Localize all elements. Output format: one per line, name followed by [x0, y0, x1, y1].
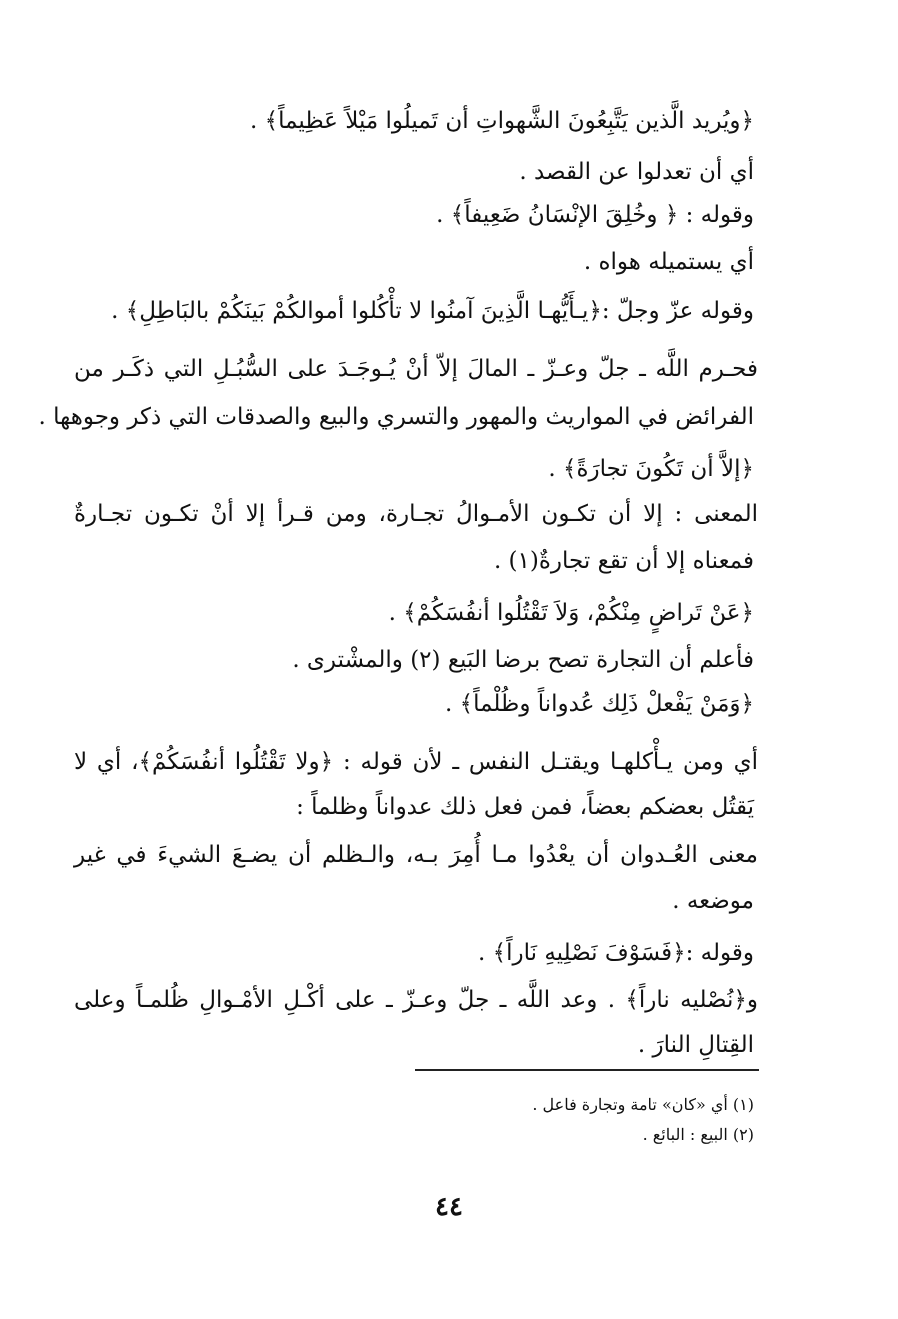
text-line-15: يَقتُل بعضكم بعضاً، فمن فعل ذلك عدواناً وظلماً :: [296, 794, 754, 820]
text-line-4: أي يستميله هواه .: [583, 249, 754, 275]
text-line-6: فحـرم اللَّه ـ جلّ وعـزّ ـ المالَ إلاّ أنْ يُـوجَـدَ على السُّبُـلِ التي ذكَـر من: [74, 356, 758, 382]
text-line-2: أي أن تعدلوا عن القصد .: [519, 159, 754, 185]
text-line-13: ﴿وَمَنْ يَفْعلْ ذَلِك عُدواناً وظُلْماً﴾ .: [445, 691, 754, 717]
text-line-7: الفرائض في المواريث والمهور والتسري والبيع والصدقات التي ذكر وجوهها .: [38, 404, 754, 430]
text-line-19: و﴿نُصْليه ناراً﴾ . وعد اللَّه ـ جلّ وعـزّ ـ على أكْـلِ الأمْـوالِ ظُلمـاً وعلى: [74, 987, 758, 1013]
text-line-11: ﴿عَنْ تَراضٍ مِنْكُمْ، وَلاَ تَقْتُلُوا أنفُسَكُمْ﴾ .: [388, 600, 754, 626]
page-number: ٤٤: [435, 1192, 463, 1222]
text-line-5: وقوله عزّ وجلّ :﴿يـأَيُّهـا الَّذِينَ آمنُوا لا تأْكُلوا أموالكُمْ بَينَكُمْ بالبَاطِلِ﴾ .: [111, 298, 754, 324]
text-line-3: وقوله : ﴿ وخُلِقَ الإنْسَانُ ضَعِيفاً﴾ .: [436, 202, 754, 228]
text-line-10: فمعناه إلا أن تقع تجارةٌ(١) .: [493, 548, 754, 574]
text-line-14: أي ومن يـأْكلهـا ويقتـل النفس ـ لأن قوله : ﴿ولا تَقْتُلُوا أنفُسَكُمْ﴾، أي لا: [74, 749, 758, 775]
footnote-divider: [415, 1069, 759, 1071]
text-line-9: المعنى : إلا أن تكـون الأمـوالُ تجـارة، ومن قـرأ إلا أنْ تكـون تجـارةٌ: [74, 501, 758, 527]
text-line-20: القِتالِ النارَ .: [637, 1032, 754, 1058]
footnote-1: (١) أي «كان» تامة وتجارة فاعل .: [532, 1095, 754, 1114]
footnote-2: (٢) البيع : البائع .: [642, 1125, 754, 1144]
text-line-16: معنى العُـدوان أن يعْدُوا مـا أُمِرَ بـه، والـظلم أن يضـعَ الشيءَ في غير: [74, 842, 758, 868]
text-line-1: ﴿ويُريد الَّذين يَتَّبِعُونَ الشَّهواتِ أن تَميلُوا مَيْلاً عَظِيماً﴾ .: [249, 108, 754, 134]
text-line-8: ﴿إلاَّ أن تَكُونَ تجارَةً﴾ .: [548, 456, 754, 482]
text-line-17: موضعه .: [672, 888, 754, 914]
text-line-12: فأعلم أن التجارة تصح برضا البَيع (٢) والمشْترى .: [292, 647, 754, 673]
text-line-18: وقوله :﴿فَسَوْفَ نَصْلِيهِ نَاراً﴾ .: [478, 940, 754, 966]
